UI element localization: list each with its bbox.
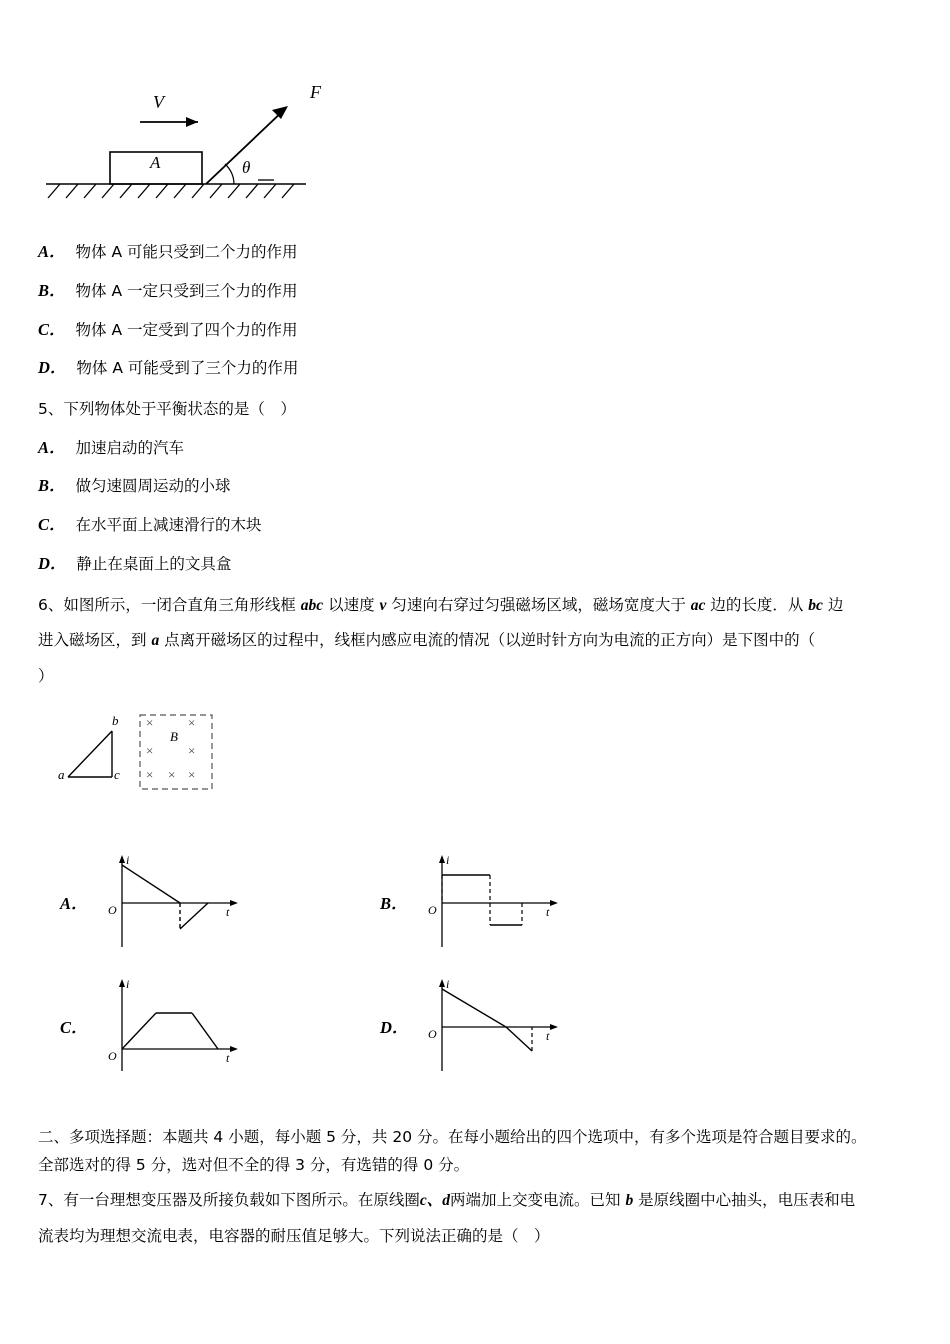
q6-stem-line2 xyxy=(38,626,912,656)
q6-stem-part5: 边 xyxy=(822,595,844,614)
field-cross-4: × xyxy=(188,742,196,758)
q7-line1-part3: 是原线圈中心抽头，电压表和电 xyxy=(633,1191,856,1210)
q6-graph-b-origin: O xyxy=(428,902,437,917)
q4-option-d-label: D． xyxy=(38,358,67,378)
angle-label-theta: θ xyxy=(242,158,251,177)
q6-graph-a-yaxis: i xyxy=(126,852,130,867)
q6-graph-d-yaxis: i xyxy=(446,976,450,991)
q6-graph-d-svg xyxy=(414,971,574,1081)
q7-b: b xyxy=(625,1192,634,1210)
field-cross-3: × xyxy=(146,742,154,758)
q7-line1-part2: 两端加上交变电流。已知 xyxy=(450,1191,626,1210)
field-cross-2: × xyxy=(188,714,196,730)
q4-option-d[interactable] xyxy=(38,356,912,381)
field-cross-1: × xyxy=(146,714,154,730)
q6-graph-a-label: A． xyxy=(60,893,88,913)
q4-option-b-label: B． xyxy=(38,280,66,300)
block-force-svg xyxy=(38,60,358,220)
q6-stem-line2-part1: 进入磁场区，到 xyxy=(38,631,152,650)
q7-line1-part1: 7、有一台理想变压器及所接负载如下图所示。在原线圈 xyxy=(38,1191,420,1210)
q7-stem-line1 xyxy=(38,1186,912,1216)
q6-graph-c-label: C． xyxy=(60,1017,88,1037)
q4-option-c-text: 物体 A 一定受到了四个力的作用 xyxy=(75,320,298,339)
q6-graph-option-d[interactable] xyxy=(380,971,700,1081)
q6-graph-d-xaxis: t xyxy=(546,1028,550,1043)
triangle-field-svg xyxy=(56,705,256,809)
q6-graph-options xyxy=(60,847,700,1081)
q5-option-d-label: D． xyxy=(38,553,67,573)
triangle-vertex-c: c xyxy=(114,766,120,782)
q6-a: a xyxy=(151,632,160,650)
q6-graph-a-origin: O xyxy=(108,902,117,917)
section2-line2: 全部选对的得 5 分，选对但不全的得 3 分，有选错的得 0 分。 xyxy=(38,1156,470,1175)
q6-graph-b-label: B． xyxy=(380,893,408,913)
q4-option-b[interactable] xyxy=(38,279,912,304)
q6-stem-line3: ） xyxy=(38,667,54,686)
q4-option-a-label: A． xyxy=(38,242,66,261)
q6-stem-part2: 以速度 xyxy=(323,595,380,614)
q6-graph-b-svg xyxy=(414,847,574,957)
q5-option-d-text: 静止在桌面上的文具盒 xyxy=(76,554,232,573)
document-content xyxy=(38,60,912,1256)
q7-stem-line2: 流表均为理想交流电表，电容器的耐压值足够大。下列说法正确的是（ ） xyxy=(38,1226,550,1245)
q6-graph-c-origin: O xyxy=(108,1048,117,1063)
section2-line1: 二、多项选择题：本题共 4 小题，每小题 5 分，共 20 分。在每小题给出的四个选项中，有多个选项是符合题目要求的。 xyxy=(38,1127,867,1146)
q5-option-b[interactable] xyxy=(38,474,912,499)
q4-option-d-text: 物体 A 可能受到了三个力的作用 xyxy=(76,359,299,378)
q6-graph-row-1 xyxy=(60,847,700,957)
q6-graph-c-xaxis: t xyxy=(226,1050,230,1065)
figure-block-force-diagram xyxy=(38,60,912,220)
q5-option-b-text: 做匀速圆周运动的小球 xyxy=(75,477,231,496)
q5-option-a-text: 加速启动的汽车 xyxy=(75,438,185,457)
q6-graph-b-xaxis: t xyxy=(546,904,550,919)
q5-option-c[interactable] xyxy=(38,513,912,538)
q7-cd: c、d xyxy=(419,1192,451,1210)
field-label-B: B xyxy=(170,728,178,744)
q6-stem-part4: 边的长度．从 xyxy=(705,595,809,614)
q4-option-a[interactable] xyxy=(38,240,912,265)
q6-graph-row-2 xyxy=(60,971,700,1081)
q6-abc: abc xyxy=(300,596,324,614)
q5-stem: 5、下列物体处于平衡状态的是（ ） xyxy=(38,400,296,418)
q5-option-a[interactable] xyxy=(38,436,912,461)
field-cross-5: × xyxy=(146,766,154,782)
q6-graph-a-svg xyxy=(94,847,254,957)
q5-option-a-label: A． xyxy=(38,437,66,457)
q4-option-a-text: 物体 A 可能只受到二个力的作用 xyxy=(75,243,298,261)
triangle-vertex-a: a xyxy=(58,766,65,782)
block-label-A: A xyxy=(150,153,161,172)
field-cross-6: × xyxy=(168,766,176,782)
q6-stem-part3: 匀速向右穿过匀强磁场区域，磁场宽度大于 xyxy=(386,595,691,614)
velocity-label-V: V xyxy=(153,92,164,112)
q5-option-d[interactable] xyxy=(38,552,912,577)
q5-option-c-label: C． xyxy=(38,515,66,535)
q6-ac: ac xyxy=(690,596,706,614)
q5-option-b-label: B． xyxy=(38,476,66,496)
q5-option-c-text: 在水平面上减速滑行的木块 xyxy=(75,516,262,535)
q6-graph-c-yaxis: i xyxy=(126,976,130,991)
q6-bc: bc xyxy=(808,596,823,614)
q6-graph-b-yaxis: i xyxy=(446,852,450,867)
q6-stem-line2-part2: 点离开磁场区的过程中，线框内感应电流的情况（以逆时针方向为电流的正方向）是下图中的（ xyxy=(159,631,816,650)
q6-stem-line1 xyxy=(38,591,912,621)
triangle-vertex-b: b xyxy=(112,712,119,728)
q6-graph-a-xaxis: t xyxy=(226,904,230,919)
q6-graph-option-a[interactable] xyxy=(60,847,380,957)
q4-option-b-text: 物体 A 一定只受到三个力的作用 xyxy=(75,281,298,300)
force-label-F: F xyxy=(310,82,321,102)
q6-graph-option-c[interactable] xyxy=(60,971,380,1081)
field-cross-7: × xyxy=(188,766,196,782)
q6-figure xyxy=(56,705,912,809)
q6-stem-part1: 6、如图所示，一闭合直角三角形线框 xyxy=(38,595,301,614)
q4-option-c[interactable] xyxy=(38,318,912,343)
q6-graph-option-b[interactable] xyxy=(380,847,700,957)
q4-option-c-label: C． xyxy=(38,319,66,339)
q6-graph-d-label: D． xyxy=(380,1017,409,1037)
q6-graph-c-svg xyxy=(94,971,254,1081)
q6-graph-d-origin: O xyxy=(428,1026,437,1041)
q6-v: v xyxy=(379,596,387,614)
